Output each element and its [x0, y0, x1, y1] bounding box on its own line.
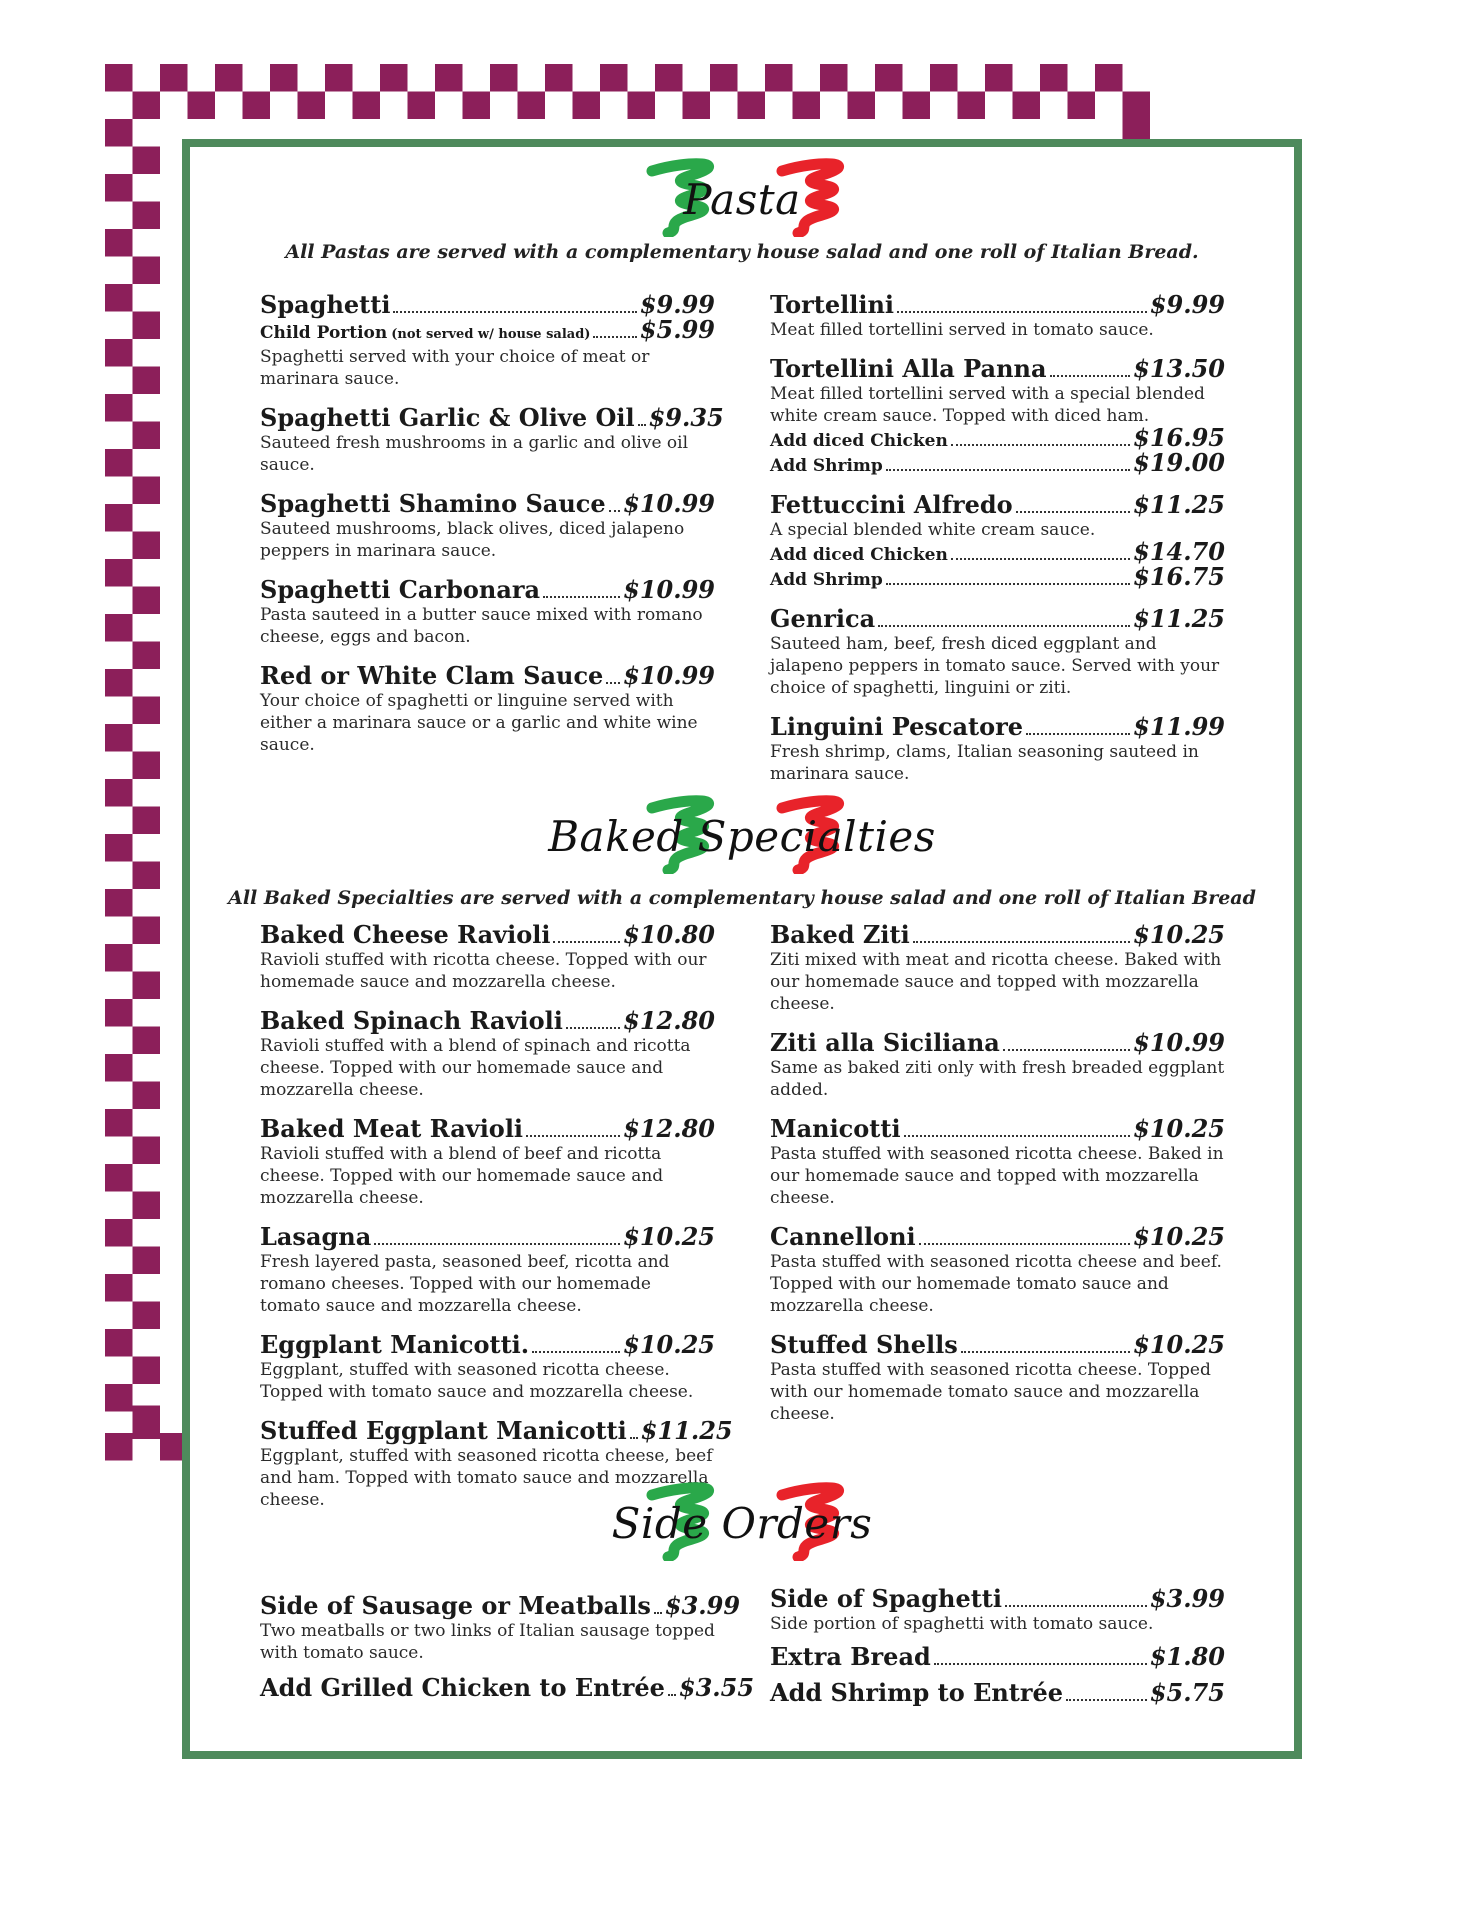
menu-item-title-line [260, 1223, 715, 1251]
baked-right-column [770, 921, 1225, 1439]
dot-leader [934, 1663, 1147, 1665]
menu-item-name: Spaghetti Carbonara [260, 575, 541, 604]
checker-square [133, 587, 161, 615]
baked-heading-block [190, 812, 1294, 861]
menu-item [770, 1643, 1225, 1671]
checker-square [133, 752, 161, 780]
sides-heading-block [190, 1499, 1294, 1548]
checker-square [875, 64, 903, 92]
menu-item-name: Manicotti [770, 1114, 901, 1143]
checker-square [408, 92, 436, 120]
menu-item-description: Eggplant, stuffed with seasoned ricotta cheese. Topped with tomato sauce and mozzarella cheese. [260, 1360, 694, 1402]
menu-item-description: Sauteed fresh mushrooms in a garlic and olive oil sauce. [260, 433, 689, 475]
dot-leader [393, 311, 636, 313]
dot-leader [543, 596, 620, 598]
dot-leader [897, 311, 1147, 313]
option-note: (not served w/ house salad) [391, 327, 591, 342]
checker-square [105, 504, 133, 532]
section-title-pasta: Pasta [683, 175, 801, 224]
checker-square [105, 779, 133, 807]
checker-square [1040, 64, 1068, 92]
checker-square [105, 834, 133, 862]
checker-square [105, 669, 133, 697]
checker-square [353, 92, 381, 120]
menu-item-price: $11.25 [1133, 490, 1225, 519]
menu-item-price: $9.99 [1149, 290, 1225, 319]
checker-square [518, 92, 546, 120]
checker-square [105, 1054, 133, 1082]
section-title-baked-specialties: Baked Specialties [548, 812, 936, 861]
dot-leader [1050, 375, 1131, 377]
option-label: Add diced Chicken [770, 431, 948, 451]
menu-item [260, 576, 715, 648]
checker-square [105, 64, 133, 92]
checker-square [133, 972, 161, 1000]
menu-item [260, 1223, 715, 1317]
checker-square [683, 92, 711, 120]
checker-square [105, 1433, 133, 1461]
checker-square [1095, 64, 1123, 92]
menu-item-name: Stuffed Shells [770, 1330, 958, 1359]
menu-item-description: Pasta stuffed with seasoned ricotta cheese and beef. Topped with our homemade tomato sauce and mozzarella cheese. [770, 1252, 1222, 1316]
dot-leader [886, 469, 1130, 471]
pasta-heading-block [190, 175, 1294, 224]
menu-item-price: $5.75 [1149, 1678, 1225, 1707]
menu-item-description: Sauteed mushrooms, black olives, diced jalapeno peppers in marinara sauce. [260, 519, 685, 561]
menu-item-title-line [260, 576, 715, 604]
checker-square [903, 92, 931, 120]
checker-square [600, 64, 628, 92]
checker-square [105, 394, 133, 422]
pasta-left-column [260, 290, 724, 770]
menu-item-name: Baked Ziti [770, 920, 910, 949]
menu-item-price: $10.99 [623, 575, 715, 604]
dot-leader [566, 1027, 620, 1029]
menu-item-description: Fresh layered pasta, seasoned beef, ricotta and romano cheeses. Topped with our homemade tomato sauce and mozzarella cheese. [260, 1252, 670, 1316]
checker-square [133, 147, 161, 175]
checker-square [105, 119, 133, 147]
menu-item [260, 1115, 715, 1209]
menu-item-option [770, 562, 1225, 591]
dot-leader [654, 1612, 662, 1614]
checker-square [133, 422, 161, 450]
option-price: $5.99 [639, 315, 715, 344]
checker-square [793, 92, 821, 120]
option-price: $16.95 [1133, 423, 1225, 452]
checker-square [133, 257, 161, 285]
menu-item-title-line [260, 1591, 741, 1620]
option-label: Add Shrimp [770, 456, 883, 476]
menu-item [770, 1331, 1225, 1425]
checker-square [133, 1137, 161, 1165]
checker-square [1013, 92, 1041, 120]
checker-square [160, 64, 188, 92]
checker-square [820, 64, 848, 92]
menu-item-title-line [770, 1029, 1225, 1057]
menu-item [260, 1331, 715, 1403]
menu-item [770, 1223, 1225, 1317]
option-label: Add diced Chicken [770, 545, 948, 565]
dot-leader [553, 941, 620, 943]
menu-item-title-line [770, 605, 1225, 633]
menu-item [770, 355, 1225, 477]
checker-square [105, 724, 133, 752]
menu-item-title-line [260, 921, 715, 949]
menu-item-title-line [260, 490, 715, 518]
menu-item-name: Eggplant Manicotti. [260, 1330, 530, 1359]
menu-item-name: Baked Meat Ravioli [260, 1114, 524, 1143]
menu-item-title-line [770, 1585, 1225, 1613]
menu-item-name: Add Grilled Chicken to Entrée [260, 1673, 665, 1702]
menu-item-description: A special blended white cream sauce. [770, 520, 1096, 540]
checker-square [765, 64, 793, 92]
menu-item-title-line [770, 1223, 1225, 1251]
menu-item-price: $9.99 [639, 290, 715, 319]
checker-square [105, 999, 133, 1027]
dot-leader [1066, 1699, 1147, 1701]
checker-square [133, 1247, 161, 1275]
checker-square [848, 92, 876, 120]
dot-leader [1026, 733, 1130, 735]
menu-item-title-line [770, 1679, 1225, 1707]
dot-leader [1016, 511, 1130, 513]
menu-item [260, 403, 724, 476]
checker-square [133, 917, 161, 945]
menu-item [770, 713, 1225, 785]
checker-square [133, 312, 161, 340]
checker-square [105, 614, 133, 642]
option-label: Add Shrimp [770, 570, 883, 590]
dot-leader [606, 682, 620, 684]
menu-item-name: Linguini Pescatore [770, 712, 1024, 741]
menu-item-title-line [260, 1007, 715, 1035]
dot-leader [638, 424, 646, 426]
menu-item-price: $11.25 [1133, 604, 1225, 633]
sides-left-column [260, 1591, 755, 1712]
sides-right-column [770, 1585, 1225, 1715]
option-price: $14.70 [1133, 537, 1225, 566]
checker-square [133, 92, 161, 120]
menu-item-name: Fettuccini Alfredo [770, 490, 1013, 519]
dot-leader [593, 336, 636, 338]
menu-item-name: Baked Cheese Ravioli [260, 920, 551, 949]
checker-square [738, 92, 766, 120]
checker-square [655, 64, 683, 92]
menu-item-price: $11.25 [640, 1416, 733, 1445]
checker-square [545, 64, 573, 92]
menu-item [260, 921, 715, 993]
menu-item-price: $12.80 [623, 1006, 715, 1035]
menu-item-name: Ziti alla Siciliana [770, 1028, 1000, 1057]
dot-leader [609, 510, 620, 512]
menu-item [260, 490, 715, 562]
menu-item-description: Two meatballs or two links of Italian sausage topped with tomato sauce. [260, 1621, 715, 1663]
checker-square [105, 889, 133, 917]
checker-square [188, 92, 216, 120]
checker-square [105, 174, 133, 202]
checker-square [105, 1164, 133, 1192]
menu-item-price: $3.55 [678, 1673, 755, 1702]
menu-item-name: Red or White Clam Sauce [260, 661, 604, 690]
menu-item-description: Spaghetti served with your choice of meat or marinara sauce. [260, 347, 650, 389]
checker-square [105, 1329, 133, 1357]
menu-item-price: $10.99 [623, 661, 715, 690]
menu-item-title-line [770, 491, 1225, 519]
checker-square [133, 1082, 161, 1110]
checker-square [1068, 92, 1096, 120]
menu-item-price: $10.25 [1133, 1330, 1225, 1359]
menu-item [770, 1679, 1225, 1707]
menu-item-title-line [770, 921, 1225, 949]
menu-item-price: $10.25 [1133, 1222, 1225, 1251]
menu-item-name: Extra Bread [770, 1642, 931, 1671]
menu-item-description: Sauteed ham, beef, fresh diced eggplant and jalapeno peppers in tomato sauce. Served with your choice of spaghetti, linguini or ziti. [770, 634, 1220, 698]
section-title-side-orders: Side Orders [611, 1499, 873, 1548]
checker-square [985, 64, 1013, 92]
menu-item-title-line [770, 1115, 1225, 1143]
menu-item-description: Pasta stuffed with seasoned ricotta cheese. Baked in our homemade sauce and topped with mozzarella cheese. [770, 1144, 1224, 1208]
checker-square [380, 64, 408, 92]
menu-item [260, 1591, 741, 1664]
dot-leader [668, 1694, 676, 1696]
checker-square [105, 229, 133, 257]
checker-square [133, 807, 161, 835]
menu-item-title-line [770, 1331, 1225, 1359]
checker-square [133, 477, 161, 505]
menu-item [770, 491, 1225, 591]
menu-item-description: Meat filled tortellini served in tomato sauce. [770, 320, 1154, 340]
menu-item-description: Your choice of spaghetti or linguine served with either a marinara sauce or a garlic and white wine sauce. [260, 691, 698, 755]
menu-item [260, 291, 715, 390]
menu-item-name: Stuffed Eggplant Manicotti [260, 1416, 627, 1445]
dot-leader [951, 558, 1130, 560]
checker-square [710, 64, 738, 92]
checker-square [490, 64, 518, 92]
option-label: Child Portion [260, 323, 388, 343]
checker-square [133, 1357, 161, 1385]
menu-item-description: Ravioli stuffed with a blend of spinach and ricotta cheese. Topped with our homemade sauce and mozzarella cheese. [260, 1036, 691, 1100]
menu-item-description: Pasta stuffed with seasoned ricotta cheese. Topped with our homemade tomato sauce and mozzarella cheese. [770, 1360, 1211, 1424]
menu-item [770, 605, 1225, 699]
menu-item [770, 921, 1225, 1015]
menu-item-price: $11.99 [1133, 712, 1225, 741]
checker-square [930, 64, 958, 92]
checker-square [133, 532, 161, 560]
menu-item-name: Side of Sausage or Meatballs [260, 1591, 651, 1620]
menu-item-price: $10.99 [623, 489, 715, 518]
dot-leader [374, 1243, 620, 1245]
dot-leader [951, 444, 1130, 446]
menu-item-price: $9.35 [648, 403, 724, 432]
dot-leader [630, 1437, 638, 1439]
menu-item-description: Ravioli stuffed with ricotta cheese. Topped with our homemade sauce and mozzarella cheese. [260, 950, 707, 992]
menu-item-option [770, 448, 1225, 477]
option-price: $19.00 [1133, 448, 1225, 477]
checker-square [105, 1219, 133, 1247]
menu-item-name: Tortellini [770, 290, 895, 319]
checker-square [463, 92, 491, 120]
menu-item-price: $12.80 [623, 1114, 715, 1143]
checker-square [133, 697, 161, 725]
checker-square [133, 202, 161, 230]
checker-square [105, 284, 133, 312]
menu-item-name: Cannelloni [770, 1222, 916, 1251]
checker-square [435, 64, 463, 92]
menu-item-title-line [770, 291, 1225, 319]
menu-item-title-line [260, 403, 724, 432]
menu-item-name: Spaghetti Shamino Sauce [260, 489, 606, 518]
menu-item-name: Baked Spinach Ravioli [260, 1006, 563, 1035]
menu-panel [182, 139, 1302, 1759]
checker-square [573, 92, 601, 120]
menu-item-description: Ravioli stuffed with a blend of beef and ricotta cheese. Topped with our homemade sauce and mozzarella cheese. [260, 1144, 664, 1208]
dot-leader [526, 1135, 620, 1137]
checker-square [133, 1027, 161, 1055]
checker-square [105, 1274, 133, 1302]
checker-square [105, 339, 133, 367]
checker-square [133, 862, 161, 890]
dot-leader [961, 1351, 1130, 1353]
menu-item-title-line [260, 1115, 715, 1143]
menu-item-title-line [260, 1416, 733, 1445]
baked-left-column [260, 920, 733, 1525]
checker-square [1123, 92, 1151, 120]
menu-item-title-line [260, 1331, 715, 1359]
menu-item-title-line [260, 1673, 755, 1702]
menu-item-price: $10.25 [623, 1222, 715, 1251]
menu-item [770, 1115, 1225, 1209]
option-price: $16.75 [1133, 562, 1225, 591]
dot-leader [919, 1243, 1131, 1245]
menu-item-description: Pasta sauteed in a butter sauce mixed with romano cheese, eggs and bacon. [260, 605, 703, 647]
menu-item-price: $1.80 [1149, 1642, 1225, 1671]
checker-square [105, 944, 133, 972]
menu-item-price: $3.99 [1149, 1584, 1225, 1613]
menu-item-name: Spaghetti Garlic & Olive Oil [260, 403, 635, 432]
checker-square [958, 92, 986, 120]
menu-item-description: Meat filled tortellini served with a special blended white cream sauce. Topped with diced ham. [770, 384, 1205, 426]
menu-item [770, 1029, 1225, 1101]
checker-square [105, 559, 133, 587]
menu-item-name: Side of Spaghetti [770, 1584, 1002, 1613]
menu-item-price: $3.99 [664, 1591, 741, 1620]
dot-leader [532, 1351, 620, 1353]
menu-item-description: Side portion of spaghetti with tomato sauce. [770, 1614, 1154, 1634]
dot-leader [878, 625, 1130, 627]
checker-square [243, 92, 271, 120]
menu-item-option [260, 315, 715, 346]
dot-leader [886, 583, 1130, 585]
checker-square [628, 92, 656, 120]
menu-item-description: Eggplant, stuffed with seasoned ricotta cheese, beef and ham. Topped with tomato sauce and mozzarella cheese. [260, 1446, 713, 1510]
checker-square [325, 64, 353, 92]
menu-item [770, 1585, 1225, 1635]
checker-square [133, 1302, 161, 1330]
menu-item-price: $10.99 [1133, 1028, 1225, 1057]
dot-leader [904, 1135, 1131, 1137]
menu-item-title-line [770, 1643, 1225, 1671]
dot-leader [1003, 1049, 1130, 1051]
menu-item-name: Genrica [770, 604, 876, 633]
checker-square [133, 642, 161, 670]
menu-item [260, 662, 715, 756]
pasta-right-column [770, 291, 1225, 799]
checker-square [133, 1412, 161, 1440]
menu-item-title-line [770, 355, 1225, 383]
menu-item-name: Tortellini Alla Panna [770, 354, 1047, 383]
menu-item-price: $10.25 [623, 1330, 715, 1359]
menu-item [260, 1673, 755, 1702]
dot-leader [913, 941, 1130, 943]
menu-item-title-line [260, 662, 715, 690]
menu-item-price: $10.25 [1133, 920, 1225, 949]
checker-square [133, 1192, 161, 1220]
menu-item-price: $10.25 [1133, 1114, 1225, 1143]
menu-item-description: Ziti mixed with meat and ricotta cheese. Baked with our homemade sauce and topped with mozzarella cheese. [770, 950, 1222, 1014]
checker-square [105, 449, 133, 477]
baked-subtitle: All Baked Specialties are served with a complementary house salad and one roll of Italian Bread [228, 887, 1256, 909]
menu-item-name: Add Shrimp to Entrée [770, 1678, 1064, 1707]
menu-item-title-line [770, 713, 1225, 741]
checker-square [133, 367, 161, 395]
menu-item [260, 1007, 715, 1101]
menu-item-price: $13.50 [1133, 354, 1225, 383]
checker-square [105, 1384, 133, 1412]
menu-item-price: $10.80 [623, 920, 715, 949]
menu-item-description: Same as baked ziti only with fresh breaded eggplant added. [770, 1058, 1225, 1100]
menu-item [770, 291, 1225, 341]
checker-square [105, 1109, 133, 1137]
menu-item-description: Fresh shrimp, clams, Italian seasoning sauteed in marinara sauce. [770, 742, 1199, 784]
checker-square [298, 92, 326, 120]
checker-square [270, 64, 298, 92]
menu-item-name: Spaghetti [260, 290, 391, 319]
dot-leader [1005, 1605, 1147, 1607]
checker-square [215, 64, 243, 92]
pasta-subtitle: All Pastas are served with a complementary house salad and one roll of Italian Bread. [285, 241, 1199, 263]
menu-item-name: Lasagna [260, 1222, 372, 1251]
